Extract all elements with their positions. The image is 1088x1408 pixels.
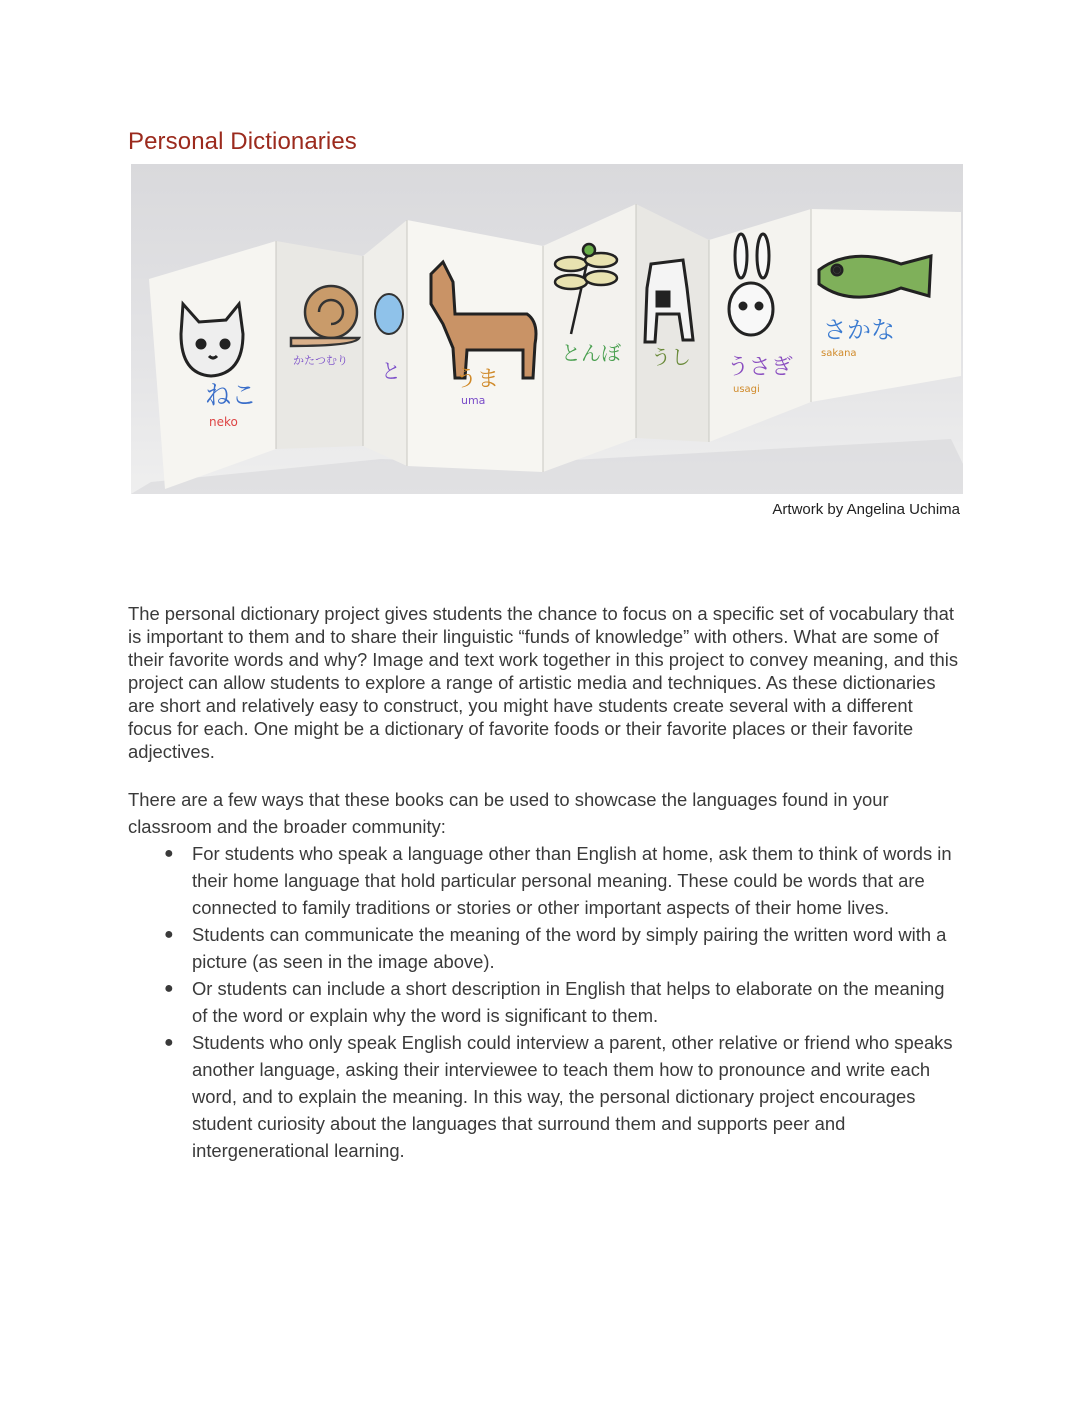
list-item: ● For students who speak a language other than English at home, ask them to think of words in their home language that hold particular personal meaning. These could be words that are connected to family traditions or stories or other important aspects of their home lives. xyxy=(128,840,960,921)
svg-text:うま: うま xyxy=(455,367,500,392)
svg-text:と: と xyxy=(381,359,401,383)
svg-text:とんぼ: とんぼ xyxy=(561,341,621,365)
svg-text:usagi: usagi xyxy=(733,384,760,395)
ways-list xyxy=(128,840,960,1164)
page-title: Personal Dictionaries xyxy=(128,128,357,155)
svg-text:うし: うし xyxy=(651,345,691,369)
list-item: ● Students who only speak English could interview a parent, other relative or friend who speaks another language, asking their interviewee to teach them how to pronounce and write each word, and to explain the meaning. In this way, the personal dictionary project encourages student curiosity about the languages that surround them and supports peer and intergenerational learning. xyxy=(128,1029,960,1164)
bullet-icon: ● xyxy=(164,980,174,997)
ways-paragraph: There are a few ways that these books can be used to showcase the languages found in your classroom and the broader community: xyxy=(128,789,889,837)
bird-icon xyxy=(375,294,403,334)
intro-paragraph: The personal dictionary project gives students the chance to focus on a specific set of vocabulary that is important to them and to share their linguistic “funds of knowledge” with others. What are some of their favorite words and why? Image and text work together in this project to convey meaning, and this project can allow students to explore a range of artistic media and techniques. As these dictionaries are short and relatively easy to construct, you might have students create several with a different focus for each. One might be a dictionary of favorite foods or their favorite places or their favorite adjectives. xyxy=(128,603,959,762)
svg-text:uma: uma xyxy=(461,394,486,407)
list-item: ● Students can communicate the meaning of the word by simply pairing the written word with a picture (as seen in the image above). xyxy=(128,921,960,975)
svg-text:うさぎ: うさぎ xyxy=(727,355,794,380)
bullet-icon: ● xyxy=(164,845,174,862)
svg-text:neko: neko xyxy=(209,415,238,429)
fish-icon xyxy=(819,256,931,297)
svg-text:sakana: sakana xyxy=(821,348,857,359)
bullet-icon: ● xyxy=(164,1034,174,1051)
bullet-icon: ● xyxy=(164,926,174,943)
accordion-book-photo xyxy=(131,164,963,494)
svg-text:さかな: さかな xyxy=(823,316,895,344)
list-item: ● Or students can include a short description in English that helps to elaborate on the meaning of the word or explain why the word is significant to them. xyxy=(128,975,960,1029)
svg-text:かたつむり: かたつむり xyxy=(293,354,348,367)
figure-caption: Artwork by Angelina Uchima xyxy=(772,501,960,518)
body-text xyxy=(128,602,960,1164)
svg-text:ねこ: ねこ xyxy=(205,381,258,411)
